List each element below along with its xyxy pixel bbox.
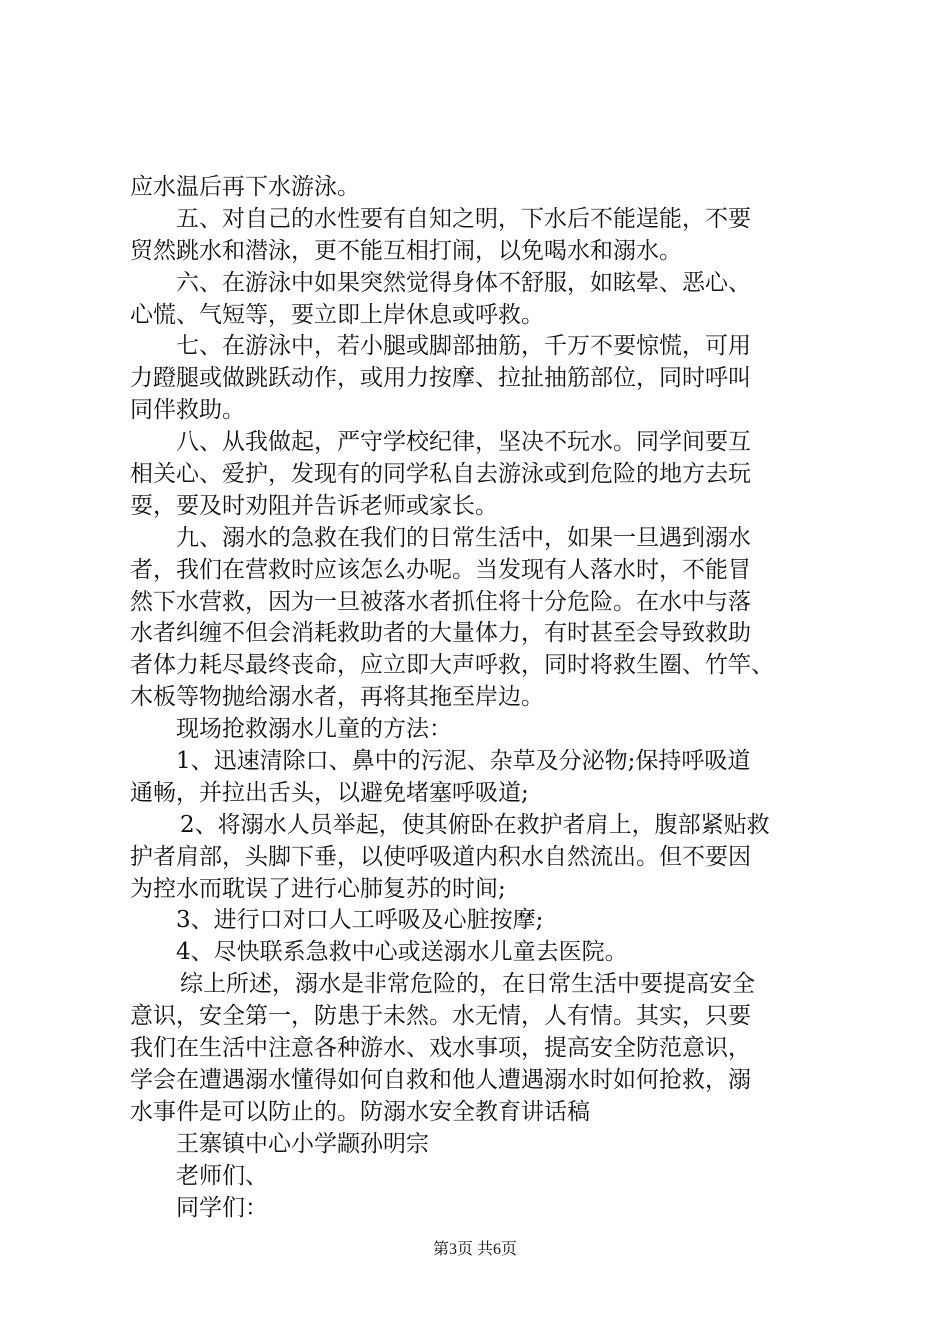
- text-line: 相关心、爱护，发现有的同学私自去游泳或到危险的地方去玩: [130, 461, 751, 488]
- text-line: 贸然跳水和潜泳，更不能互相打闹，以免喝水和溺水。: [130, 237, 682, 264]
- text-line: 八、从我做起，严守学校纪律，坚决不玩水。同学间要互: [176, 429, 751, 456]
- text-line: 五、对自己的水性要有自知之明，下水后不能逞能，不要: [176, 205, 751, 232]
- text-line: 然下水营救，因为一旦被落水者抓住将十分危险。在水中与落: [130, 588, 751, 615]
- text-line: 七、在游泳中，若小腿或脚部抽筋，千万不要惊慌，可用: [176, 333, 751, 360]
- text-line: 2、将溺水人员举起，使其俯卧在救护者肩上，腹部紧贴救: [180, 811, 770, 838]
- document-body: [130, 172, 830, 1224]
- text-line: 应水温后再下水游泳。: [130, 174, 360, 200]
- text-line: 1、迅速清除口、鼻中的污泥、杂草及分泌物;保持呼吸道: [176, 748, 751, 775]
- text-line: 同伴救助。: [130, 397, 245, 424]
- text-line: 4、尽快联系急救中心或送溺水儿童去医院。: [176, 939, 628, 966]
- text-line: 王寨镇中心小学颛孙明宗: [176, 1130, 429, 1157]
- text-line: 学会在遭遇溺水懂得如何自救和他人遭遇溺水时如何抢救，溺: [130, 1066, 751, 1093]
- text-line: 通畅，并拉出舌头，以避免堵塞呼吸道;: [130, 779, 529, 806]
- page-number-footer: 第3页 共6页: [432, 1241, 517, 1258]
- text-line: 我们在生活中注意各种游水、戏水事项，提高安全防范意识，: [130, 1035, 751, 1062]
- text-line: 3、进行口对口人工呼吸及心脏按摩;: [176, 907, 544, 934]
- text-line: 力蹬腿或做跳跃动作，或用力按摩、拉扯抽筋部位，同时呼叫: [130, 365, 751, 392]
- text-line: 同学们：: [176, 1194, 268, 1221]
- text-line: 为控水而耽误了进行心肺复苏的时间;: [130, 875, 506, 902]
- text-line: 者，我们在营救时应该怎么办呢。当发现有人落水时，不能冒: [130, 556, 751, 583]
- text-line: 木板等物抛给溺水者，再将其拖至岸边。: [130, 684, 544, 711]
- text-line: 综上所述，溺水是非常危险的，在日常生活中要提高安全: [180, 971, 755, 998]
- text-line: 老师们、: [176, 1162, 268, 1189]
- text-line: 心慌、气短等，要立即上岸休息或呼救。: [130, 301, 544, 328]
- text-line: 护者肩部，头脚下垂，以使呼吸道内积水自然流出。但不要因: [130, 843, 751, 870]
- text-line: 水事件是可以防止的。防溺水安全教育讲话稿: [130, 1098, 590, 1125]
- text-line: 意识，安全第一，防患于未然。水无情，人有情。其实，只要: [130, 1003, 751, 1030]
- text-line: 耍，要及时劝阻并告诉老师或家长。: [130, 492, 498, 519]
- text-line: 水者纠缠不但会消耗救助者的大量体力，有时甚至会导致救助: [130, 620, 751, 647]
- text-line: 九、溺水的急救在我们的日常生活中，如果一旦遇到溺水: [176, 524, 751, 551]
- text-line: 现场抢救溺水儿童的方法：: [176, 716, 452, 743]
- text-line: 者体力耗尽最终丧命，应立即大声呼救，同时将救生圈、竹竿、: [130, 652, 774, 679]
- text-line: 六、在游泳中如果突然觉得身体不舒服，如眩晕、恶心、: [176, 269, 751, 296]
